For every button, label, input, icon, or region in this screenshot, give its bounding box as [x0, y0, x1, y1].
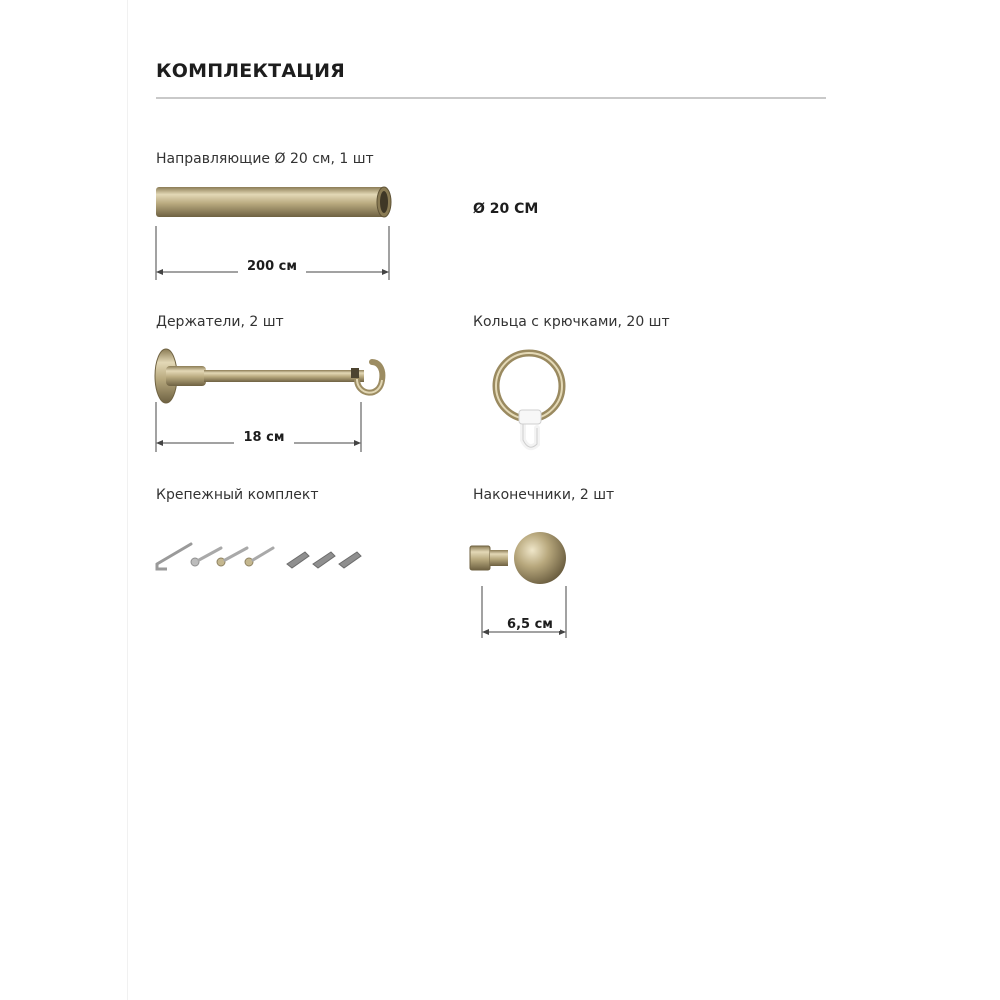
screw-3-icon [245, 548, 273, 566]
finial-sleeve [470, 546, 490, 570]
page-edge [127, 0, 128, 1000]
rail-length-label: 200 см [247, 259, 297, 274]
hex-key-long [157, 544, 191, 564]
fasteners-illustration [155, 538, 375, 578]
rail-tube [156, 187, 386, 217]
holder-length-svg [224, 427, 304, 447]
finial-length-label: 6,5 см [507, 617, 553, 632]
screw-2-icon [217, 548, 247, 566]
finial-neck [490, 550, 508, 566]
holder-length-label: 18 см [243, 430, 285, 445]
rail-tube-hole [380, 191, 388, 213]
finial-arrow-left [482, 629, 489, 635]
holder-screw [351, 368, 359, 378]
holder-arrow-right [354, 440, 361, 446]
title-divider [156, 97, 826, 99]
section-title: КОМПЛЕКТАЦИЯ [156, 60, 346, 82]
holder-arm [204, 370, 364, 382]
holder-arrow-left [156, 440, 163, 446]
screw-1-icon [191, 548, 221, 566]
rail-arrow-right [382, 269, 389, 275]
ring-illustration [493, 344, 573, 464]
rail-arrow-left [156, 269, 163, 275]
dowel-1-icon [287, 552, 309, 568]
finial-length-svg [490, 614, 570, 634]
ring-hook-clip [519, 410, 541, 424]
rail-label: Направляющие Ø 20 см, 1 шт [156, 151, 374, 167]
ring-highlight [496, 353, 562, 419]
rings-label: Кольца с крючками, 20 шт [473, 314, 670, 330]
fasteners-label: Крепежный комплект [156, 487, 319, 503]
dowel-2-icon [313, 552, 335, 568]
finials-label: Наконечники, 2 шт [473, 487, 615, 503]
dowel-3-icon [339, 552, 361, 568]
rail-length-svg [220, 256, 320, 276]
rail-diameter: Ø 20 СМ [473, 201, 539, 217]
finial-ball [514, 532, 566, 584]
holders-label: Держатели, 2 шт [156, 314, 284, 330]
holder-base [166, 366, 206, 386]
